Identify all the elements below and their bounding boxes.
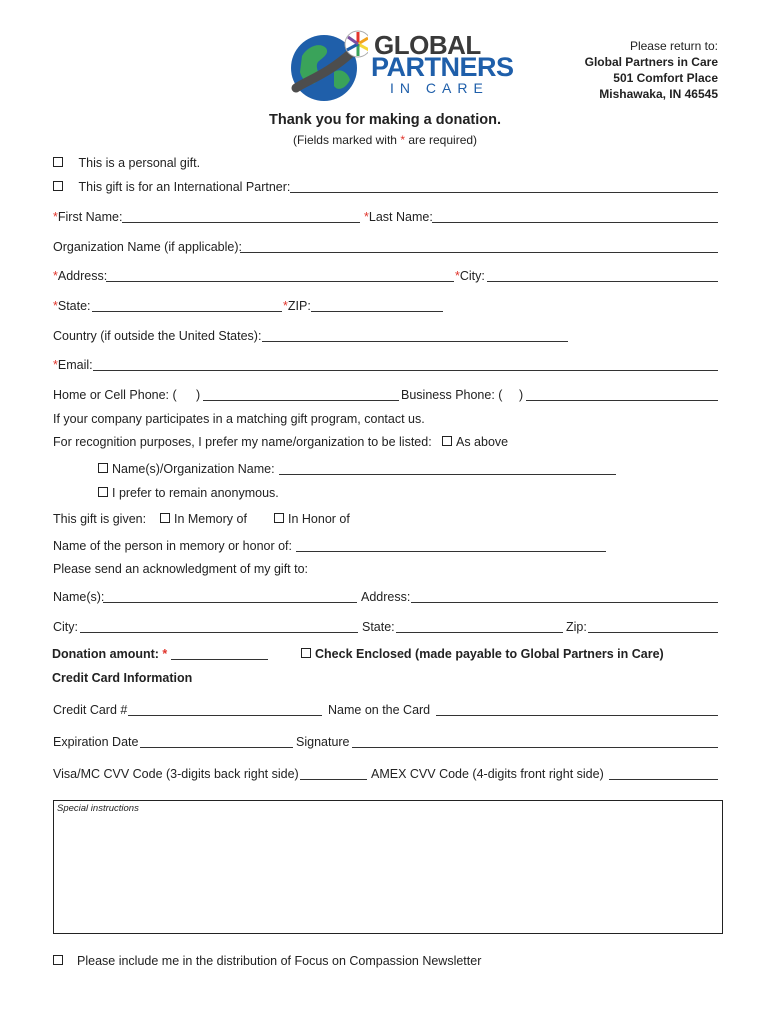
- logo-text-in-care: IN CARE: [390, 80, 489, 96]
- anonymous-label: I prefer to remain anonymous.: [112, 486, 279, 500]
- business-phone-label: Business Phone: (: [401, 388, 503, 402]
- anonymous-row: [98, 486, 279, 500]
- donation-amount-field[interactable]: [171, 659, 268, 660]
- last-name-star: *: [364, 210, 369, 224]
- country-label: Country (if outside the United States):: [53, 329, 262, 343]
- anonymous-checkbox[interactable]: [98, 487, 108, 497]
- organization-field[interactable]: [240, 252, 718, 253]
- international-gift-checkbox[interactable]: [53, 181, 63, 191]
- required-note-star: *: [400, 133, 405, 147]
- amex-cvv-field[interactable]: [609, 779, 718, 780]
- names-org-field[interactable]: [279, 474, 616, 475]
- international-partner-field[interactable]: [290, 192, 718, 193]
- in-honor-label: In Honor of: [288, 512, 350, 526]
- zip-field[interactable]: [311, 311, 443, 312]
- credit-card-heading: Credit Card Information: [52, 671, 193, 685]
- city-field[interactable]: [487, 281, 718, 282]
- return-street: 501 Comfort Place: [613, 71, 718, 85]
- last-name-field[interactable]: [432, 222, 718, 223]
- ack-address-field[interactable]: [411, 602, 718, 603]
- city-star: *: [455, 269, 460, 283]
- ack-names-field[interactable]: [103, 602, 357, 603]
- return-address: [585, 38, 718, 102]
- in-honor-checkbox[interactable]: [274, 513, 284, 523]
- signature-field[interactable]: [352, 747, 718, 748]
- required-note: [0, 133, 770, 147]
- business-phone-paren: ): [519, 388, 524, 402]
- as-above-row: [442, 435, 508, 449]
- special-instructions-box[interactable]: [53, 800, 723, 934]
- signature-label: Signature: [296, 735, 350, 749]
- ack-city-field[interactable]: [80, 632, 358, 633]
- business-phone-field[interactable]: [526, 400, 718, 401]
- zip-label: [283, 299, 311, 313]
- donation-amount-star: *: [162, 647, 168, 661]
- visa-cvv-field[interactable]: [300, 779, 367, 780]
- address-text: Address:: [57, 269, 108, 283]
- return-org: Global Partners in Care: [584, 55, 718, 69]
- card-name-label: Name on the Card: [328, 703, 431, 717]
- organization-label: Organization Name (if applicable):: [53, 240, 242, 254]
- state-label: [53, 299, 91, 313]
- city-label: [455, 269, 485, 283]
- card-name-field[interactable]: [436, 715, 718, 716]
- names-org-checkbox[interactable]: [98, 463, 108, 473]
- state-field[interactable]: [92, 311, 282, 312]
- email-field[interactable]: [93, 370, 718, 371]
- required-note-pre: (Fields marked with: [292, 133, 401, 147]
- return-label: Please return to:: [629, 39, 718, 53]
- first-name-text: First Name:: [57, 210, 123, 224]
- as-above-label: As above: [456, 435, 509, 449]
- honoree-label: Name of the person in memory or honor of:: [53, 539, 293, 553]
- email-text: Email:: [57, 358, 93, 372]
- home-phone-label: Home or Cell Phone: (: [53, 388, 177, 402]
- check-enclosed-label: Check Enclosed (made payable to Global Partners in Care): [315, 647, 664, 661]
- required-note-post: are required): [405, 133, 478, 147]
- home-phone-field[interactable]: [203, 400, 399, 401]
- zip-star: *: [283, 299, 288, 313]
- ack-city-label: City:: [53, 620, 78, 634]
- email-label: [53, 358, 93, 372]
- ack-state-label: State:: [362, 620, 395, 634]
- recognition-prompt: For recognition purposes, I prefer my name/organization to be listed:: [53, 435, 432, 449]
- card-number-label: Credit Card #: [53, 703, 128, 717]
- country-field[interactable]: [262, 341, 568, 342]
- newsletter-checkbox[interactable]: [53, 955, 63, 965]
- return-city: Mishawaka, IN 46545: [599, 87, 718, 101]
- in-memory-row: [160, 512, 247, 526]
- ack-zip-label: Zip:: [566, 620, 587, 634]
- amex-cvv-label: AMEX CVV Code (4-digits front right side): [371, 767, 604, 781]
- acknowledgment-prompt: Please send an acknowledgment of my gift to:: [53, 562, 309, 576]
- address-label: [53, 269, 107, 283]
- ack-names-label: Name(s):: [53, 590, 105, 604]
- in-memory-label: In Memory of: [174, 512, 247, 526]
- first-name-label: [53, 210, 122, 224]
- honoree-field[interactable]: [296, 551, 606, 552]
- international-gift-row: [53, 180, 290, 194]
- donation-amount-label: [52, 647, 167, 661]
- first-name-field[interactable]: [122, 222, 360, 223]
- last-name-text: Last Name:: [368, 210, 433, 224]
- expiration-label: Expiration Date: [53, 735, 139, 749]
- globe-icon: [288, 28, 368, 104]
- state-text: State:: [57, 299, 91, 313]
- address-star: *: [53, 269, 58, 283]
- gift-given-label: This gift is given:: [53, 512, 147, 526]
- zip-text: ZIP:: [287, 299, 311, 313]
- newsletter-label: Please include me in the distribution of Focus on Compassion Newsletter: [77, 954, 482, 968]
- names-org-row: [98, 462, 275, 476]
- personal-gift-checkbox[interactable]: [53, 157, 63, 167]
- personal-gift-row: [53, 156, 200, 170]
- newsletter-row: [53, 954, 481, 968]
- page-title: Thank you for making a donation.: [268, 112, 501, 128]
- international-gift-label: This gift is for an International Partner:: [78, 180, 291, 194]
- first-name-star: *: [53, 210, 58, 224]
- logo-text-partners: PARTNERS: [371, 52, 514, 82]
- in-honor-row: [274, 512, 350, 526]
- ack-zip-field[interactable]: [588, 632, 718, 633]
- visa-cvv-label: Visa/MC CVV Code (3-digits back right side): [53, 767, 299, 781]
- state-star: *: [53, 299, 58, 313]
- special-instructions-label: Special instructions: [57, 803, 139, 814]
- as-above-checkbox[interactable]: [442, 436, 452, 446]
- logo: [288, 28, 514, 104]
- city-text: City:: [459, 269, 485, 283]
- check-enclosed-row: [301, 647, 664, 661]
- personal-gift-label: This is a personal gift.: [78, 156, 201, 170]
- check-enclosed-checkbox[interactable]: [301, 648, 311, 658]
- names-org-label: Name(s)/Organization Name:: [112, 462, 275, 476]
- address-field[interactable]: [106, 281, 454, 282]
- last-name-label: [364, 210, 433, 224]
- ack-address-label: Address:: [361, 590, 411, 604]
- home-phone-paren: ): [196, 388, 201, 402]
- ack-state-field[interactable]: [396, 632, 563, 633]
- logo-text-global: GLOBAL: [374, 30, 481, 60]
- matching-gift-note: If your company participates in a matching gift program, contact us.: [53, 412, 425, 426]
- card-number-field[interactable]: [128, 715, 322, 716]
- donation-amount-text: Donation amount:: [52, 647, 163, 661]
- expiration-field[interactable]: [140, 747, 293, 748]
- email-star: *: [53, 358, 58, 372]
- in-memory-checkbox[interactable]: [160, 513, 170, 523]
